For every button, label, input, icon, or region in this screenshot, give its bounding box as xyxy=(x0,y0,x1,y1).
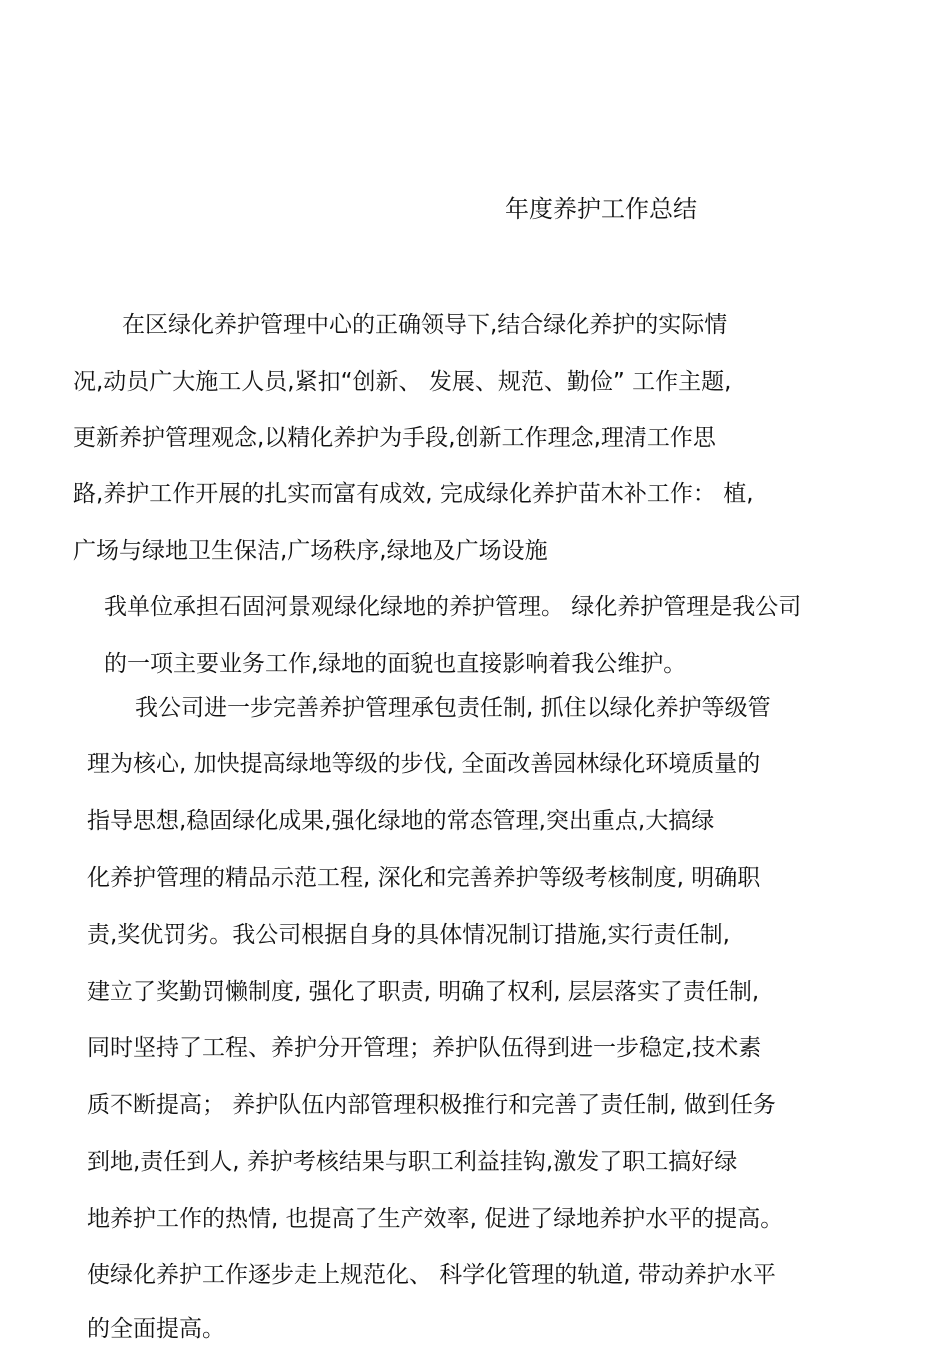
paragraph-3-line-5: 责,奖优罚劣。我公司根据自身的具体情况制订措施,实行责任制, xyxy=(87,922,730,948)
paragraph-3-line-12: 的全面提高。 xyxy=(87,1316,225,1342)
paragraph-1-line-2: 况,动员广大施工人员,紧扣“创新、 发展、规范、勤俭” 工作主题, xyxy=(73,369,732,395)
paragraph-3-line-7: 同时坚持了工程、养护分开管理；养护队伍得到进一步稳定,技术素 xyxy=(87,1035,762,1061)
paragraph-3-line-1: 我公司进一步完善养护管理承包责任制, 抓住以绿化养护等级管 xyxy=(135,695,771,721)
paragraph-1-line-1: 在区绿化养护管理中心的正确领导下,结合绿化养护的实际情 xyxy=(122,312,728,338)
paragraph-2-line-2: 的一项主要业务工作,绿地的面貌也直接影响着我公维护。 xyxy=(104,651,687,677)
paragraph-3-line-3: 指导思想,稳固绿化成果,强化绿地的常态管理,突出重点,大搞绿 xyxy=(87,808,715,834)
paragraph-1-line-5: 广场与绿地卫生保洁,广场秩序,绿地及广场设施 xyxy=(73,538,548,564)
paragraph-3-line-4: 化养护管理的精品示范工程, 深化和完善养护等级考核制度, 明确职 xyxy=(87,865,761,891)
paragraph-3-line-6: 建立了奖勤罚懒制度, 强化了职责, 明确了权利, 层层落实了责任制, xyxy=(87,979,760,1005)
document-title: 年度养护工作总结 xyxy=(505,195,697,223)
paragraph-3-line-10: 地养护工作的热情, 也提高了生产效率, 促进了绿地养护水平的提高。 xyxy=(87,1206,784,1232)
paragraph-2-line-1: 我单位承担石固河景观绿化绿地的养护管理。 绿化养护管理是我公司 xyxy=(104,594,802,620)
paragraph-3-line-11: 使绿化养护工作逐步走上规范化、 科学化管理的轨道, 带动养护水平 xyxy=(87,1262,776,1288)
paragraph-1-line-3: 更新养护管理观念,以精化养护为手段,创新工作理念,理清工作思 xyxy=(73,425,716,451)
paragraph-3-line-2: 理为核心, 加快提高绿地等级的步伐, 全面改善园林绿化环境质量的 xyxy=(87,751,761,777)
paragraph-3-line-8: 质不断提高； 养护队伍内部管理积极推行和完善了责任制, 做到任务 xyxy=(87,1092,776,1118)
paragraph-3-line-9: 到地,责任到人, 养护考核结果与职工利益挂钩,激发了职工搞好绿 xyxy=(87,1149,738,1175)
paragraph-1-line-4: 路,养护工作开展的扎实而富有成效, 完成绿化养护苗木补工作： 植, xyxy=(73,481,754,507)
